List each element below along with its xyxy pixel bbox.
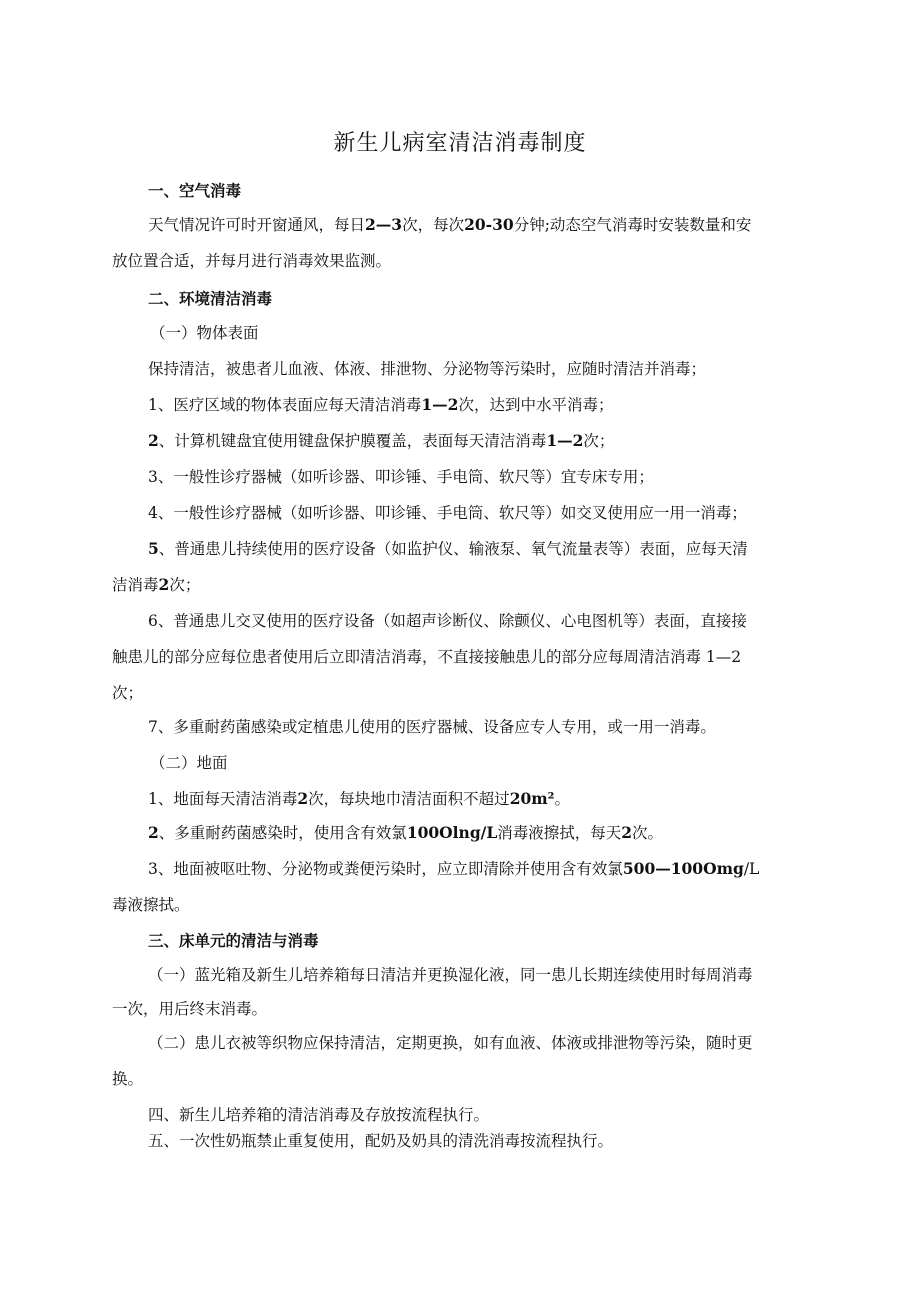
surfaces-item-5-line-2: 洁消毒2次； [112,575,201,594]
surfaces-item-4: 4、一般性诊疗器械（如听诊器、叩诊锤、手电筒、软尺等）如交叉使用应一用一消毒； [148,504,747,522]
section-5: 五、一次性奶瓶禁止重复使用，配奶及奶具的清洗消毒按流程执行。 [148,1132,614,1150]
bed-unit-paragraph-2-line-2: 换。 [112,1070,144,1088]
page-title: 新生儿病室清洁消毒制度 [333,131,587,156]
surfaces-item-6-line-3: 次； [112,684,144,702]
surfaces-item-1: 1、医疗区域的物体表面应每天清洁消毒1—2次，达到中水平消毒； [148,395,614,414]
section-4: 四、新生儿培养箱的清洁消毒及存放按流程执行。 [148,1106,490,1124]
bed-unit-paragraph-1-line-2: 一次，用后终末消毒。 [112,1000,268,1018]
surfaces-item-6-line-1: 6、普通患儿交叉使用的医疗设备（如超声诊断仪、除颤仪、心电图机等）表面，直接接 [148,612,747,630]
section-1-paragraph-line-1: 天气情况许可时开窗通风，每日2—3次，每次20-30分钟;动态空气消毒时安装数量和安 [148,215,752,234]
surfaces-intro: 保持清洁，被患者儿血液、体液、排泄物、分泌物等污染时，应随时清洁并消毒； [148,360,707,378]
section-3-heading: 三、床单元的清洁与消毒 [148,931,319,950]
bed-unit-paragraph-2-line-1: （二）患儿衣被等织物应保持清洁，定期更换，如有血液、体液或排泄物等污染，随时更 [148,1034,753,1052]
section-1-heading: 一、空气消毒 [148,181,242,200]
surfaces-item-7: 7、多重耐药菌感染或定植患儿使用的医疗器械、设备应专人专用，或一用一消毒。 [148,718,716,736]
floor-item-3-line-2: 毒液擦拭。 [112,896,190,914]
section-1-paragraph-line-2: 放位置合适，并每月进行消毒效果监测。 [112,252,392,270]
floor-item-1: 1、地面每天清洁消毒2次，每块地巾清洁面积不超过20m²。 [148,789,570,808]
surfaces-item-6-line-2: 触患儿的部分应每位患者使用后立即清洁消毒，不直接接触患儿的部分应每周清洁消毒 1—2 [112,648,742,666]
section-2-heading: 二、环境清洁消毒 [148,289,273,308]
subsection-floor: （二）地面 [150,754,228,772]
floor-item-3-line-1: 3、地面被呕吐物、分泌物或粪便污染时，应立即清除并使用含有效氯500—100Omg/L [148,859,760,878]
surfaces-item-2: 2、计算机键盘宜使用键盘保护膜覆盖，表面每天清洁消毒1—2次； [148,431,615,450]
subsection-surfaces: （一）物体表面 [150,324,259,342]
bed-unit-paragraph-1-line-1: （一）蓝光箱及新生儿培养箱每日清洁并更换湿化液，同一患儿长期连续使用时每周消毒 [148,966,753,984]
surfaces-item-5-line-1: 5、普通患儿持续使用的医疗设备（如监护仪、输液泵、氧气流量表等）表面，应每天清 [148,539,748,558]
floor-item-2: 2、多重耐药菌感染时，使用含有效氯100Olng/L消毒液擦拭，每天2次。 [148,823,664,842]
surfaces-item-3: 3、一般性诊疗器械（如听诊器、叩诊锤、手电筒、软尺等）宜专床专用； [148,468,654,486]
